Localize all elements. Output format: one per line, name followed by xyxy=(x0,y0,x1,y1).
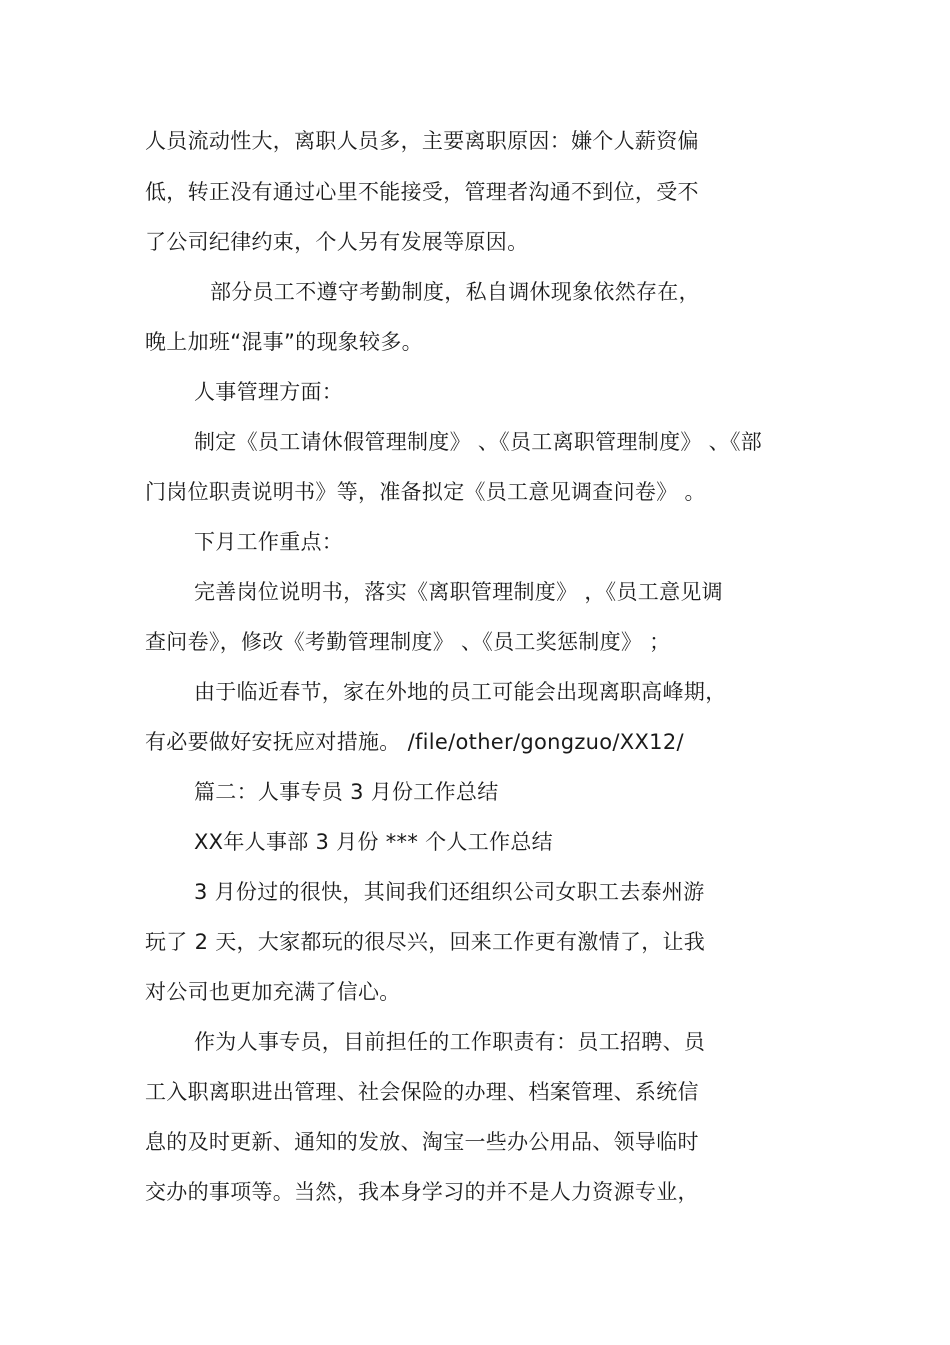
text-line: 有必要做好安抚应对措施。 /file/other/gongzuo/XX12/ xyxy=(145,730,684,754)
summary-title: XX年人事部 3 月份 *** 个人工作总结 xyxy=(194,830,553,854)
text-line: 完善岗位说明书，落实《离职管理制度》 ，《员工意见调 xyxy=(194,580,723,604)
text-line: 人员流动性大，离职人员多，主要离职原因：嫌个人薪资偏 xyxy=(145,129,699,153)
section-heading: 人事管理方面： xyxy=(194,380,344,404)
text-line: 部分员工不遵守考勤制度，私自调休现象依然存在， xyxy=(210,280,700,304)
text-line: 晚上加班“混事”的现象较多。 xyxy=(145,330,423,354)
text-line: 作为人事专员，目前担任的工作职责有：员工招聘、员 xyxy=(194,1030,706,1054)
text-line: 玩了 2 天，大家都玩的很尽兴，回来工作更有激情了，让我 xyxy=(145,930,706,954)
chapter-title: 篇二：人事专员 3 月份工作总结 xyxy=(194,780,499,804)
text-line: 对公司也更加充满了信心。 xyxy=(145,980,401,1004)
text-line: 交办的事项等。当然，我本身学习的并不是人力资源专业， xyxy=(145,1180,699,1204)
text-line: 门岗位职责说明书》等，准备拟定《员工意见调查问卷》 。 xyxy=(145,480,706,504)
text-line: 了公司纪律约束，个人另有发展等原因。 xyxy=(145,230,529,254)
text-line: 制定《员工请休假管理制度》 、《员工离职管理制度》 、《部 xyxy=(194,430,763,454)
text-line: 息的及时更新、通知的发放、淘宝一些办公用品、领导临时 xyxy=(145,1130,699,1154)
text-line: 由于临近春节，家在外地的员工可能会出现离职高峰期， xyxy=(194,680,727,704)
section-heading: 下月工作重点： xyxy=(194,530,344,554)
text-line: 工入职离职进出管理、社会保险的办理、档案管理、系统信 xyxy=(145,1080,699,1104)
text-line: 查问卷》，修改《考勤管理制度》 、《员工奖惩制度》 ； xyxy=(145,630,671,654)
text-line: 3 月份过的很快，其间我们还组织公司女职工去泰州游 xyxy=(194,880,705,904)
text-line: 低，转正没有通过心里不能接受，管理者沟通不到位，受不 xyxy=(145,180,699,204)
